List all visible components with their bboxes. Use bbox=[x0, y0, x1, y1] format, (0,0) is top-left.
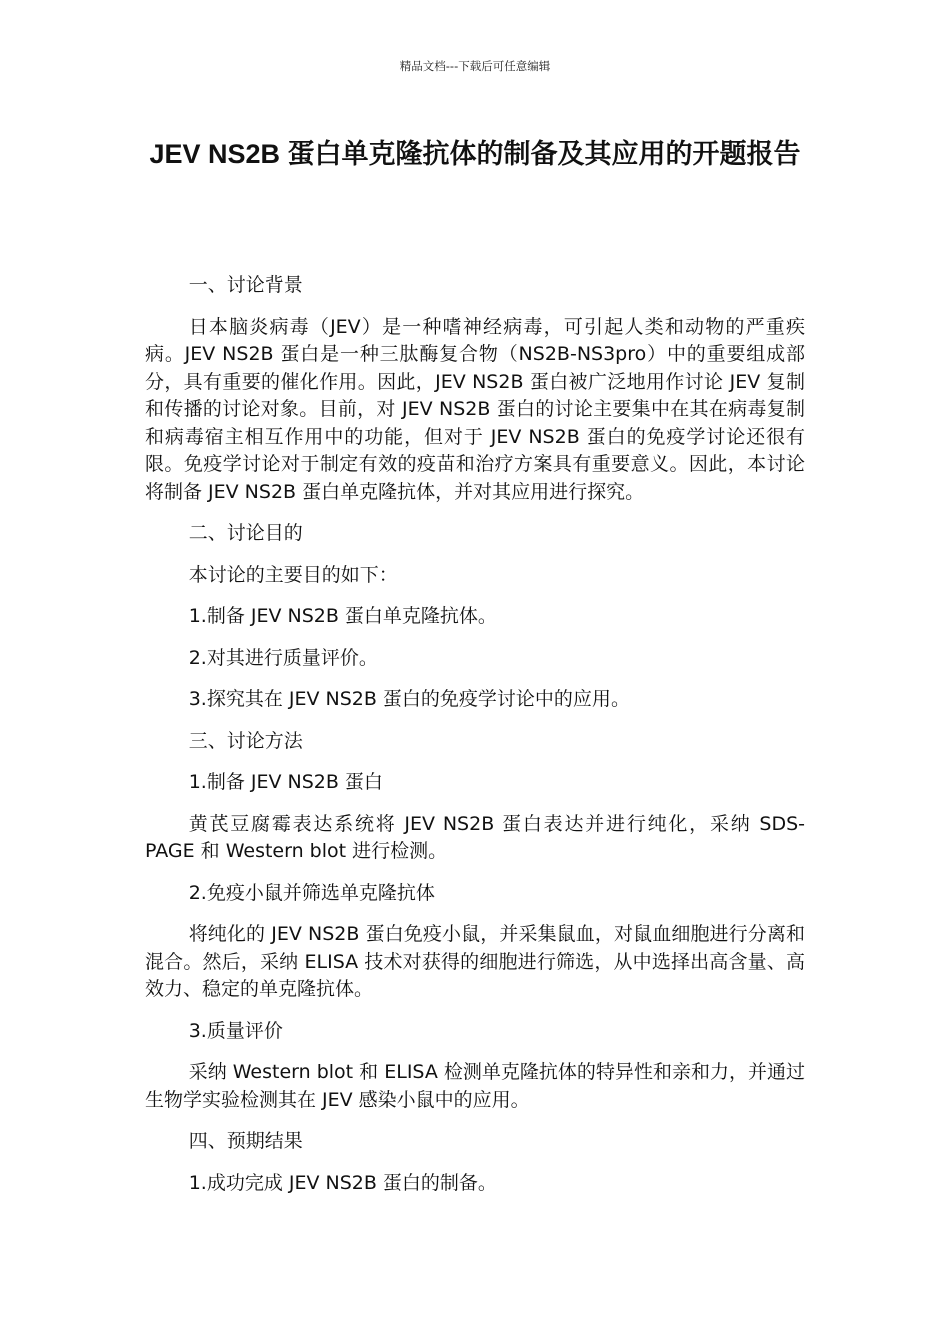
method-paragraph-2: 将纯化的 JEV NS2B 蛋白免疫小鼠，并采集鼠血，对鼠血细胞进行分离和混合。然后，采纳 ELISA 技术对获得的细胞进行筛选，从中选择出高含量、高效力、稳定的单克隆抗体。 bbox=[145, 923, 805, 1000]
method-heading-1: 1.制备 JEV NS2B 蛋白 bbox=[188, 771, 383, 793]
document-title: JEV NS2B 蛋白单克隆抗体的制备及其应用的开题报告 bbox=[149, 139, 801, 169]
method-paragraph-1: 黄芪豆腐霉表达系统将 JEV NS2B 蛋白表达并进行纯化，采纳 SDS-PAGE 和 Western blot 进行检测。 bbox=[145, 812, 805, 862]
method-paragraph-3: 采纳 Western blot 和 ELISA 检测单克隆抗体的特异性和亲和力，并通过生物学实验检测其在 JEV 感染小鼠中的应用。 bbox=[145, 1061, 805, 1111]
section-heading-expected-results: 四、预期结果 bbox=[188, 1130, 303, 1152]
objective-item-3: 3.探究其在 JEV NS2B 蛋白的免疫学讨论中的应用。 bbox=[188, 688, 630, 710]
objectives-intro: 本讨论的主要目的如下： bbox=[188, 563, 398, 586]
method-heading-3: 3.质量评价 bbox=[188, 1019, 283, 1042]
section-heading-methods: 三、讨论方法 bbox=[188, 729, 303, 752]
expected-result-item-1: 1.成功完成 JEV NS2B 蛋白的制备。 bbox=[188, 1171, 497, 1194]
objective-item-1: 1.制备 JEV NS2B 蛋白单克隆抗体。 bbox=[188, 605, 497, 627]
objective-item-2: 2.对其进行质量评价。 bbox=[188, 646, 378, 669]
method-heading-2: 2.免疫小鼠并筛选单克隆抗体 bbox=[188, 881, 435, 904]
page-header: 精品文档---下载后可任意编辑 bbox=[399, 59, 551, 73]
document-body bbox=[145, 272, 805, 1211]
section-heading-objectives: 二、讨论目的 bbox=[188, 522, 303, 544]
section-heading-background: 一、讨论背景 bbox=[188, 274, 303, 296]
background-paragraph: 日本脑炎病毒（JEV）是一种嗜神经病毒，可引起人类和动物的严重疾病。JEV NS2B 蛋白是一种三肽酶复合物（NS2B-NS3pro）中的重要组成部分，具有重要的催化作用。因此，JEV NS2B 蛋白被广泛地用作讨论 JEV 复制和传播的讨论对象。目前，对 JEV NS2B 蛋白的讨论主要集中在其在病毒复制和病毒宿主相互作用中的功能，但对于 JEV NS2B 蛋白的免疫学讨论还很有限。免疫学讨论对于制定有效的疫苗和治疗方案具有重要意义。因此，本讨论将制备 JEV NS2B 蛋白单克隆抗体，并对其应用进行探究。 bbox=[145, 315, 805, 503]
